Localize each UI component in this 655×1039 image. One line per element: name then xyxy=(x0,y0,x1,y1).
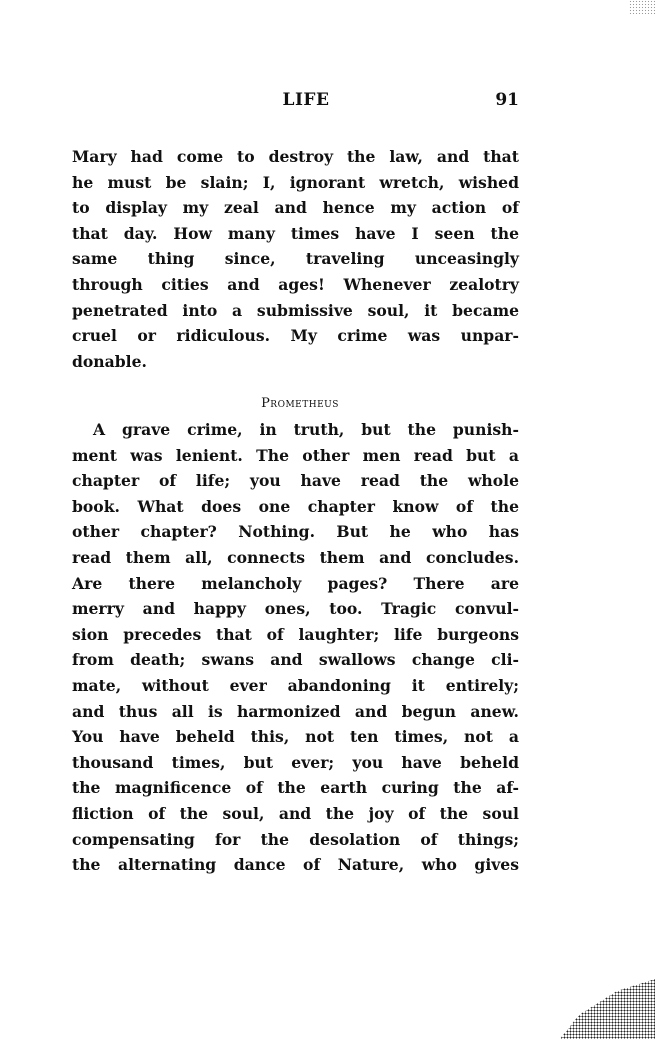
text-line: You have beheld this, not ten times, not a xyxy=(72,727,519,747)
text-line: same thing since, traveling unceasingly xyxy=(72,249,519,269)
text-line: sion precedes that of laughter; life burgeons xyxy=(72,624,519,644)
text-line: he must be slain; I, ignorant wretch, wished xyxy=(72,172,519,192)
text-line: Mary had come to destroy the law, and that xyxy=(72,147,519,166)
page-number: 91 xyxy=(495,90,519,110)
text-line: mate, without ever abandoning it entirely; xyxy=(72,675,519,695)
text-line: donable. xyxy=(72,351,147,371)
text-line: fliction of the soul, and the joy of the soul xyxy=(72,803,519,823)
text-line: penetrated into a submissive soul, it became xyxy=(72,300,519,320)
text-line: thousand times, but ever; you have beheld xyxy=(72,752,519,772)
text-line: the alternating dance of Nature, who gives xyxy=(72,855,519,875)
paragraph-1 xyxy=(72,144,519,374)
text-line: and thus all is harmonized and begun anew. xyxy=(72,701,519,721)
text-line: to display my zeal and hence my action of xyxy=(72,198,519,218)
text-line: the magnificence of the earth curing the af- xyxy=(72,778,519,798)
text-line: read them all, connects them and concludes. xyxy=(72,547,519,567)
text-line: Are there melancholy pages? There are xyxy=(72,573,519,593)
text-line: chapter of life; you have read the whole xyxy=(72,471,519,491)
text-line: through cities and ages! Whenever zealotry xyxy=(72,274,519,294)
section-heading: Prometheus xyxy=(261,396,339,411)
running-title: LIFE xyxy=(282,90,330,110)
text-line: other chapter? Nothing. But he who has xyxy=(72,522,519,542)
text-line: book. What does one chapter know of the xyxy=(72,496,519,516)
text-line: A grave crime, in truth, but the punish- xyxy=(93,420,519,439)
scan-artifact-top xyxy=(629,0,655,14)
scan-artifact-bottom xyxy=(560,979,655,1039)
text-line: merry and happy ones, too. Tragic convul- xyxy=(72,599,519,619)
text-line: compensating for the desolation of things; xyxy=(72,829,519,849)
text-line: cruel or ridiculous. My crime was unpar- xyxy=(72,326,519,346)
text-line: from death; swans and swallows change cli- xyxy=(72,650,519,670)
text-line: that day. How many times have I seen the xyxy=(72,223,519,243)
paragraph-2 xyxy=(72,417,519,878)
text-line: ment was lenient. The other men read but a xyxy=(72,445,519,465)
